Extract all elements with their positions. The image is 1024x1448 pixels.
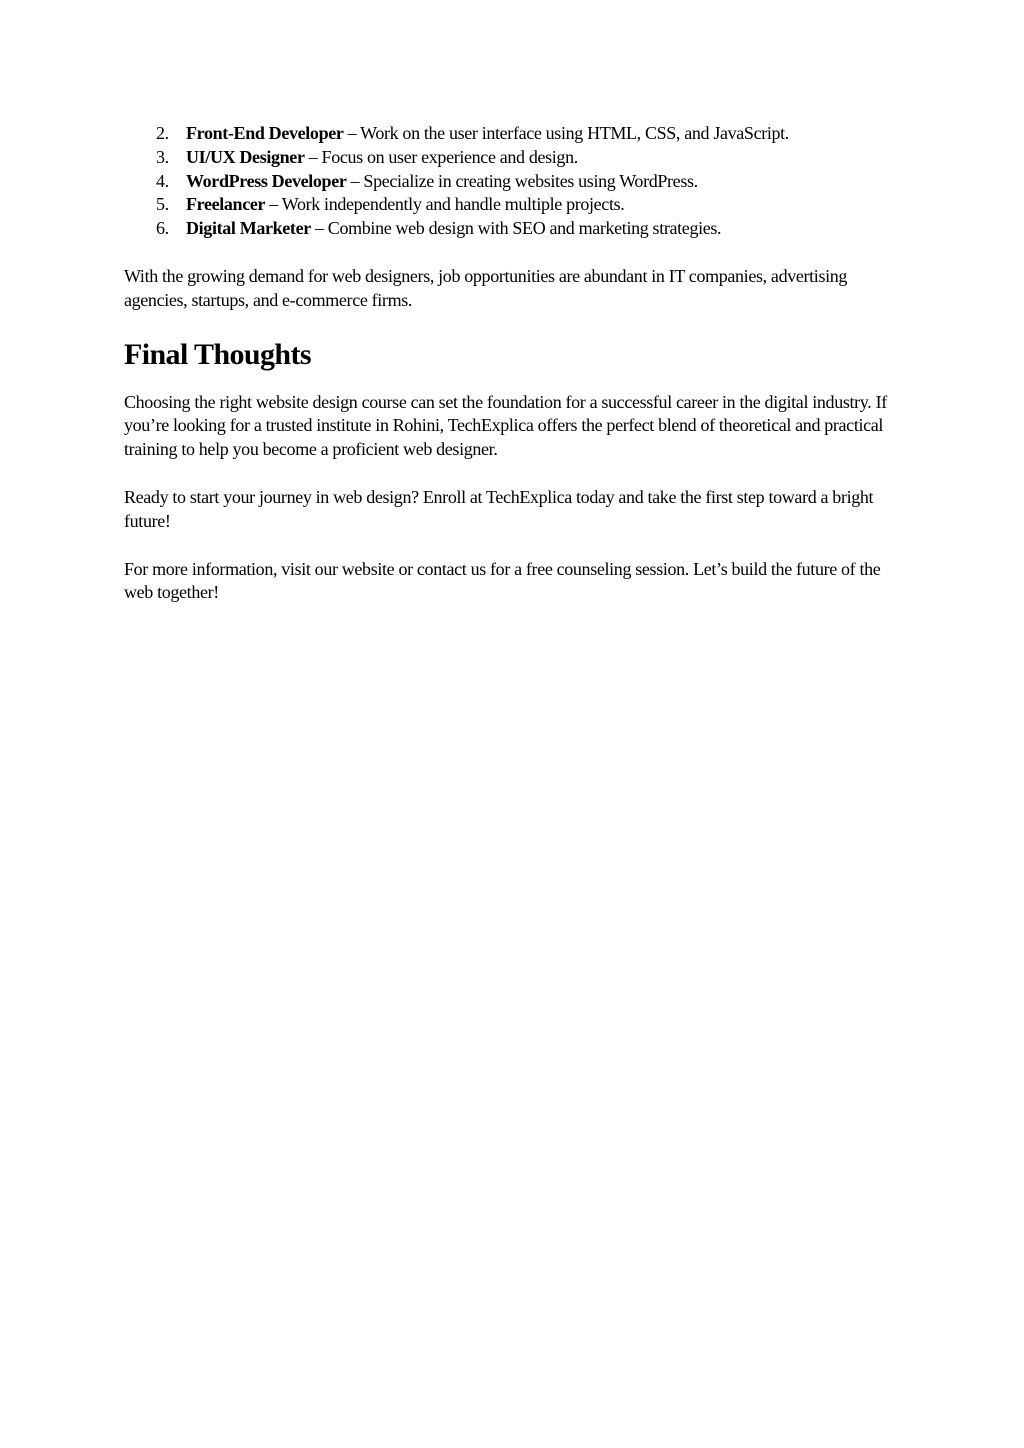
demand-paragraph: With the growing demand for web designers, job opportunities are abundant in IT companies, advertising agencies, startups, and e-commerce firms. <box>124 265 848 310</box>
list-item-number: 4. <box>156 170 169 191</box>
list-item-number: 5. <box>156 194 169 215</box>
list-item-title: Digital Marketer <box>186 218 311 239</box>
list-item <box>124 193 904 217</box>
list-item-description: – Combine web design with SEO and marketing strategies. <box>310 218 722 239</box>
list-item-title: Freelancer <box>186 194 266 215</box>
list-item-description: – Work on the user interface using HTML, CSS, and JavaScript. <box>343 123 789 143</box>
list-item <box>124 122 904 146</box>
paragraph-intro: Choosing the right website design course can set the foundation for a successful career in the digital industry. If you’re looking for a trusted institute in Rohini, TechExplica offers the perfect blend of theoretical and practical training to help you become a proficient web designer. <box>124 391 887 460</box>
list-item <box>124 217 904 241</box>
list-item <box>124 146 904 170</box>
list-item-title: Front-End Developer <box>186 123 344 143</box>
list-item-number: 3. <box>156 146 169 167</box>
list-item-description: – Work independently and handle multiple projects. <box>265 194 625 215</box>
section-heading-final-thoughts: Final Thoughts <box>124 337 311 371</box>
list-item-title: UI/UX Designer <box>186 146 305 167</box>
list-item-number: 2. <box>156 123 169 143</box>
paragraph-contact: For more information, visit our website or contact us for a free counseling session. Let’s build the future of the web together! <box>124 558 881 603</box>
list-item-description: – Focus on user experience and design. <box>304 146 578 167</box>
list-item <box>124 170 904 194</box>
paragraph-call-to-action: Ready to start your journey in web design? Enroll at TechExplica today and take the first step toward a bright future! <box>124 486 874 531</box>
list-item-title: WordPress Developer <box>186 170 347 191</box>
list-item-number: 6. <box>156 218 169 239</box>
list-item-description: – Specialize in creating websites using WordPress. <box>346 170 698 191</box>
career-roles-list <box>124 122 904 241</box>
page-content <box>124 122 904 629</box>
